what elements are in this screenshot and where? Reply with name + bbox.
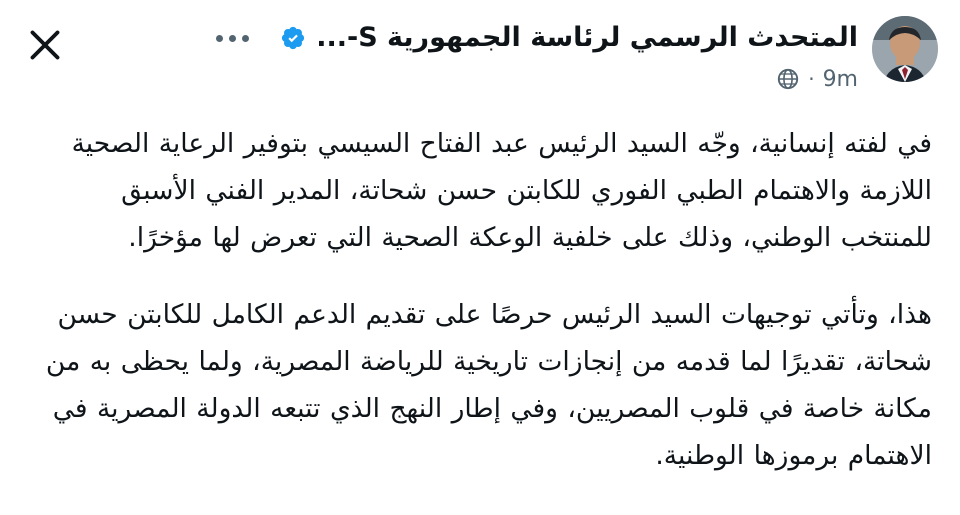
name-row — [22, 16, 858, 60]
more-options-icon[interactable] — [204, 18, 260, 58]
author-display-name[interactable]: المتحدث الرسمي لرئاسة الجمهورية S-... — [316, 22, 858, 53]
more-dot — [229, 35, 236, 42]
post-meta — [22, 62, 858, 96]
author-info — [22, 14, 858, 96]
close-button[interactable] — [18, 18, 72, 72]
post-body — [22, 120, 938, 479]
more-dot — [216, 35, 223, 42]
avatar[interactable] — [872, 16, 938, 82]
post-paragraph: هذا، وتأتي توجيهات السيد الرئيس حرصًا على تقديم الدعم الكامل للكابتن حسن شحاتة، تقديرًا لما قدمه من إنجازات تاريخية للرياضة المصرية، ولما يحظى به من مكانة خاصة في قلوب المصريين، وفي إطار النهج الذي تتبعه الدولة المصرية في الاهتمام برموزها الوطنية. — [45, 299, 932, 471]
meta-separator: · — [808, 67, 815, 91]
more-dot — [242, 35, 249, 42]
close-icon — [25, 25, 65, 65]
post-paragraph: في لفته إنسانية، وجّه السيد الرئيس عبد الفتاح السيسي بتوفير الرعاية الصحية اللازمة والاهتمام الطبي الفوري للكابتن حسن شحاتة، المدير الفني الأسبق للمنتخب الوطني، وذلك على خلفية الوعكة الصحية التي تعرض لها مؤخرًا. — [71, 128, 932, 253]
globe-icon[interactable] — [776, 67, 800, 91]
post-timestamp[interactable]: 9m — [822, 66, 858, 92]
verified-badge-icon — [280, 25, 306, 51]
post-header — [22, 14, 938, 106]
